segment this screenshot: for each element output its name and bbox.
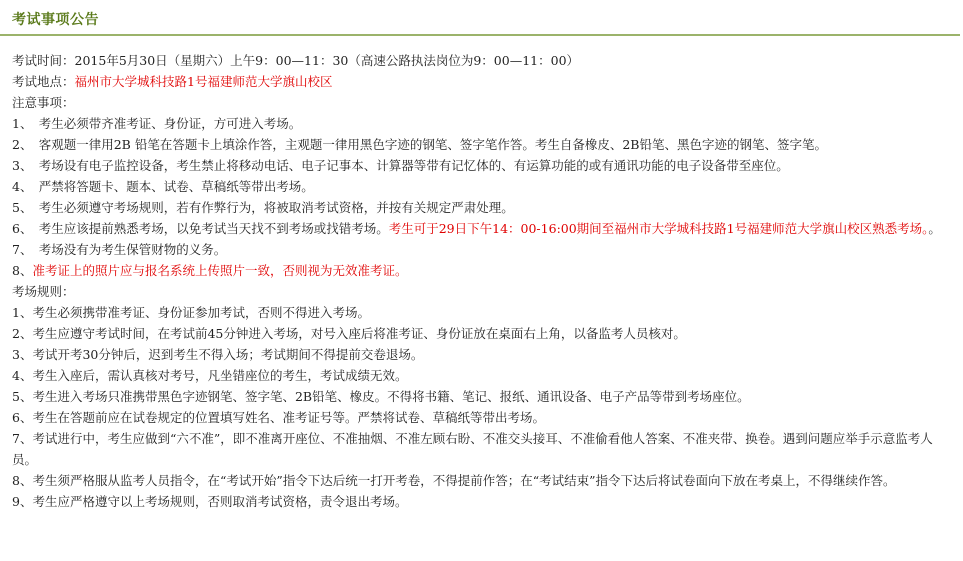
note-item-tail: 。	[928, 221, 941, 236]
exam-time-value: 2015年5月30日（星期六）上午9：00—11：30（高速公路执法岗位为9：00—11：00）	[74, 53, 580, 68]
notes-heading: 注意事项：	[12, 95, 75, 110]
note-item: 5、 考生必须遵守考场规则，若有作弊行为，将被取消考试资格，并按有关规定严肃处理。	[12, 200, 514, 215]
rule-item: 3、考试开考30分钟后，迟到考生不得入场；考试期间不得提前交卷退场。	[12, 347, 424, 362]
note-item	[12, 260, 950, 281]
note-item-number: 8、	[12, 263, 33, 278]
note-item: 2、 客观题一律用2B 铅笔在答题卡上填涂作答，主观题一律用黑色字迹的钢笔、签字笔作答。考生自备橡皮、2B铅笔、黑色字迹的钢笔、签字笔。	[12, 137, 827, 152]
rules-heading: 考场规则：	[12, 284, 75, 299]
exam-time-label: 考试时间：	[12, 53, 75, 68]
note-item: 3、 考场设有电子监控设备，考生禁止将移动电话、电子记事本、计算器等带有记忆体的、有运算功能的或有通讯功能的电子设备带至座位。	[12, 158, 789, 173]
notice-body	[12, 50, 950, 512]
notice-header	[0, 0, 960, 36]
exam-location-value: 福州市大学城科技路1号福建师范大学旗山校区	[74, 74, 333, 89]
rule-item: 7、考试进行中，考生应做到“六不准”，即不准离开座位、不准抽烟、不准左顾右盼、不准交头接耳、不准偷看他人答案、不准夹带、换卷。遇到问题应举手示意监考人员。	[12, 431, 933, 467]
exam-location-label: 考试地点：	[12, 74, 75, 89]
note-item	[12, 218, 950, 239]
rule-item: 6、考生在答题前应在试卷规定的位置填写姓名、准考证号等。严禁将试卷、草稿纸等带出考场。	[12, 410, 545, 425]
rule-item: 1、考生必须携带准考证、身份证参加考试，否则不得进入考场。	[12, 305, 370, 320]
page-title: 考试事项公告	[12, 12, 99, 28]
exam-location-line	[12, 71, 950, 92]
note-item-text: 6、 考生应该提前熟悉考场，以免考试当天找不到考场或找错考场。	[12, 221, 389, 236]
note-item-highlight: 考生可于29日下午14：00-16:00期间至福州市大学城科技路1号福建师范大学旗山校区熟悉考场。	[388, 221, 929, 236]
note-item-highlight: 准考证上的照片应与报名系统上传照片一致，否则视为无效准考证。	[32, 263, 408, 278]
rule-item: 9、考生应严格遵守以上考场规则，否则取消考试资格，责令退出考场。	[12, 494, 408, 509]
rule-item: 2、考生应遵守考试时间，在考试前45分钟进入考场，对号入座后将准考证、身份证放在桌面右上角，以备监考人员核对。	[12, 326, 686, 341]
note-item: 7、 考场没有为考生保管财物的义务。	[12, 242, 227, 257]
rule-item: 5、考生进入考场只准携带黑色字迹钢笔、签字笔、2B铅笔、橡皮。不得将书籍、笔记、报纸、通讯设备、电子产品等带到考场座位。	[12, 389, 750, 404]
rule-item: 4、考生入座后，需认真核对考号，凡坐错座位的考生，考试成绩无效。	[12, 368, 408, 383]
note-item: 4、 严禁将答题卡、题本、试卷、草稿纸等带出考场。	[12, 179, 314, 194]
rule-item: 8、考生须严格服从监考人员指令，在“考试开始”指令下达后统一打开考卷，不得提前作答；在“考试结束”指令下达后将试卷面向下放在考桌上，不得继续作答。	[12, 473, 896, 488]
note-item: 1、 考生必须带齐准考证、身份证，方可进入考场。	[12, 116, 302, 131]
exam-time-line	[12, 50, 950, 71]
